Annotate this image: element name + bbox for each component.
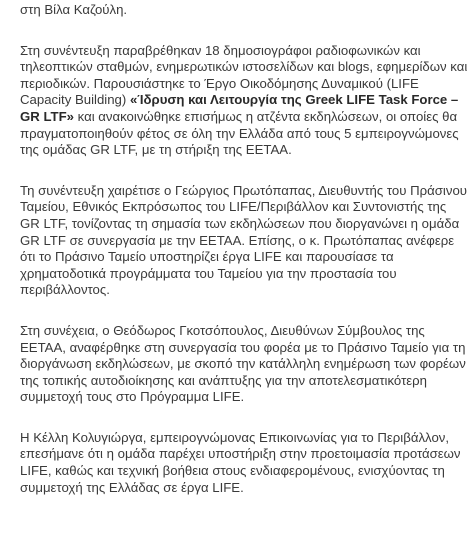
paragraph-press-conference (20, 43, 468, 159)
paragraph-intro-tail: στη Βίλα Καζούλη. (20, 2, 128, 17)
paragraph-gkotsopoulos: Στη συνέχεια, ο Θεόδωρος Γκοτσόπουλος, Διευθύνων Σύμβουλος της ΕΕΤΑΑ, αναφέρθηκε στη συνεργασία του φορέα με το Πράσινο Ταμείο για τη διοργάνωση εκδηλώσεων, με σκοπό την κατάλληλη ενημέρωση των φορέων της τοπικής αυτοδιοίκησης και ανάπτυξης για την αποτελεσματικότερη συμμετοχή τους στο Πρόγραμμα LIFE. (20, 322, 466, 405)
paragraph-press-conference-text-b: και ανακοινώθηκε επισήμως η ατζέντα εκδηλώσεων, οι οποίες θα πραγματοποιηθούν φέτος σε όλη την Ελλάδα από τους 5 εμπειρογνώμονες της ομάδας GR LTF, με τη στήριξη της ΕΕΤΑΑ. (20, 108, 459, 158)
paragraph-press-conference-text-a: Στη συνέντευξη παραβρέθηκαν 18 δημοσιογράφοι ραδιοφωνικών και τηλεοπτικών σταθμών, ενημερωτικών ιστοσελίδων και blogs, εφημερίδων και περιοδικών. Παρουσιάστηκε το Έργο Οικοδόμησης Δυναμικού (LIFE Capacity Building) (20, 42, 468, 108)
project-title-bold: «Ίδρυση και Λειτουργία της Greek LIFE Task Force – GR LTF» (20, 92, 459, 124)
paragraph-kolygiorga: Η Κέλλη Κολυγιώργα, εμπειρογνώμονας Επικοινωνίας για το Περιβάλλον, επεσήμανε ότι η ομάδα παρέχει υποστήριξη στην προετοιμασία προτάσεων LIFE, καθώς και τεχνική βοήθεια στους ενδιαφερομένους, ενισχύοντας τη συμμετοχή της Ελλάδας σε έργα LIFE. (20, 429, 461, 495)
article-body (20, 0, 468, 520)
paragraph-protopapas: Τη συνέντευξη χαιρέτισε ο Γεώργιος Πρωτόπαπας, Διευθυντής του Πράσινου Ταμείου, Εθνικός Εκπρόσωπος του LIFE/Περιβάλλον και Συντονιστής της GR LTF, τονίζοντας τη σημασία των εκδηλώσεων που διοργανώνει η ομάδα GR LTF σε συνεργασία με την ΕΕΤΑΑ. Επίσης, ο κ. Πρωτόπαπας ανέφερε ότι το Πράσινο Ταμείο υποστηρίζει έργα LIFE και παρουσίασε τα χρηματοδοτικά προγράμματα του Ταμείου για την προστασία του περιβάλλοντος. (20, 182, 467, 298)
